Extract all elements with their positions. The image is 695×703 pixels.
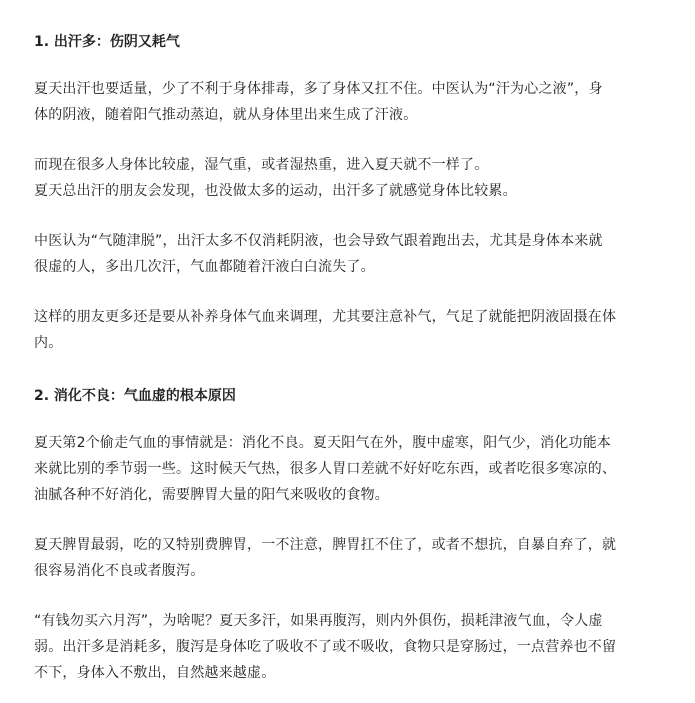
paragraph-line: 不下，身体入不敷出，自然越来越虚。	[34, 665, 276, 681]
section-heading-indigestion: 2. 消化不良：气血虚的根本原因	[34, 388, 236, 404]
paragraph-line: 而现在很多人身体比较虚，湿气重，或者湿热重，进入夏天就不一样了。	[34, 157, 489, 173]
section-heading-sweating: 1. 出汗多：伤阴又耗气	[34, 34, 180, 50]
paragraph	[34, 228, 664, 280]
paragraph-line: 夏天脾胃最弱，吃的又特别费脾胃，一不注意，脾胃扛不住了，或者不想抗，自暴自弃了，就	[34, 537, 617, 553]
paragraph-line: 很虚的人，多出几次汗，气血都随着汗液白白流失了。	[34, 259, 375, 275]
paragraph-line: 这样的朋友更多还是要从补养身体气血来调理，尤其要注意补气，气足了就能把阴液固摄在体	[34, 309, 617, 325]
paragraph-line: 夏天出汗也要适量，少了不利于身体排毒，多了身体又扛不住。中医认为“汗为心之液”，身	[34, 81, 603, 97]
paragraph	[34, 430, 664, 508]
paragraph-line: 中医认为“气随津脱”，出汗太多不仅消耗阴液，也会导致气跟着跑出去，尤其是身体本来就	[34, 233, 603, 249]
paragraph-line: “有钱勿买六月泻”，为啥呢？夏天多汗，如果再腹泻，则内外俱伤，损耗津液气血，令人虚	[34, 613, 603, 629]
paragraph	[34, 152, 664, 204]
paragraph-line: 夏天第2个偷走气血的事情就是：消化不良。夏天阳气在外，腹中虚寒，阳气少，消化功能本	[34, 435, 612, 451]
paragraph	[34, 608, 664, 686]
paragraph	[34, 304, 664, 356]
paragraph	[34, 532, 664, 584]
paragraph	[34, 76, 664, 128]
paragraph-line: 很容易消化不良或者腹泻。	[34, 563, 205, 579]
article-body	[34, 22, 664, 686]
paragraph-line: 内。	[34, 335, 63, 351]
paragraph-line: 体的阴液，随着阳气推动蒸迫，就从身体里出来生成了汗液。	[34, 107, 418, 123]
paragraph-line: 弱。出汗多是消耗多，腹泻是身体吃了吸收不了或不吸收，食物只是穿肠过，一点营养也不留	[34, 639, 617, 655]
paragraph-line: 油腻各种不好消化，需要脾胃大量的阳气来吸收的食物。	[34, 487, 389, 503]
paragraph-line: 来就比别的季节弱一些。这时候天气热，很多人胃口差就不好好吃东西，或者吃很多寒凉的、	[34, 461, 617, 477]
paragraph-line: 夏天总出汗的朋友会发现，也没做太多的运动，出汗多了就感觉身体比较累。	[34, 183, 517, 199]
